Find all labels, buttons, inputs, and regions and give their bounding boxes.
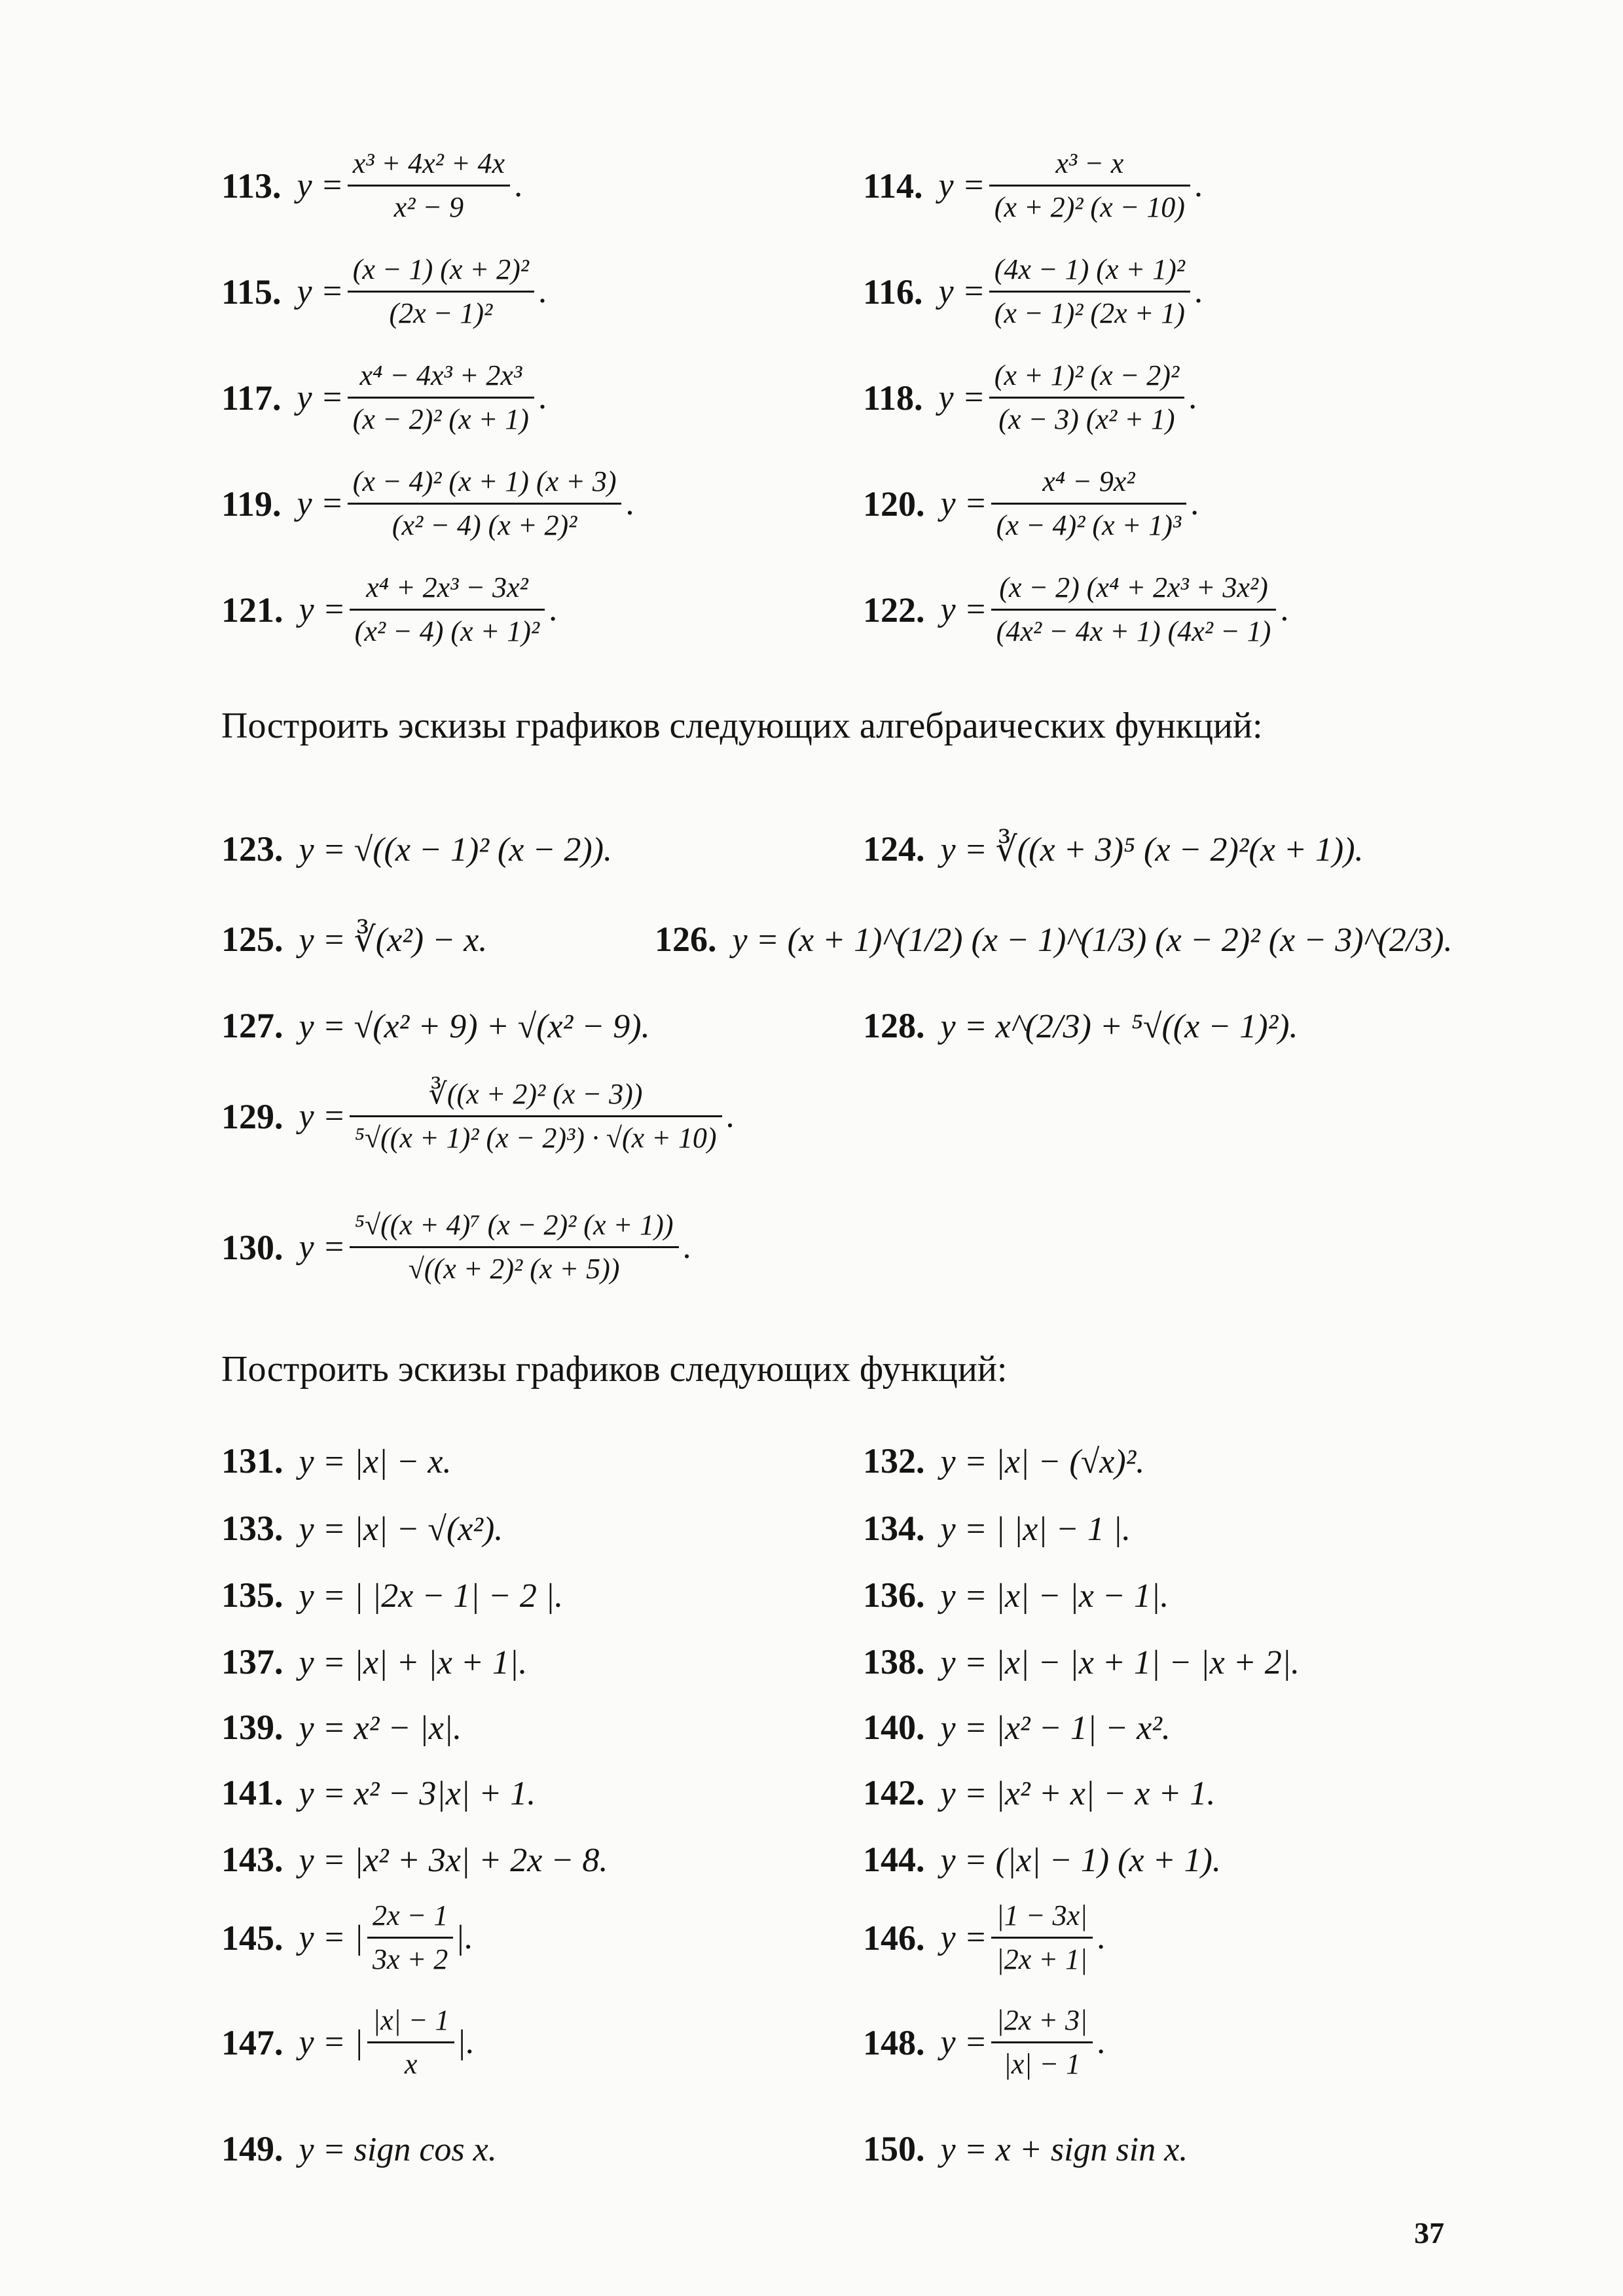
numerator: |2x + 3| — [996, 2004, 1088, 2036]
problem-number: 117. — [221, 378, 282, 418]
denominator: (x − 3) (x² + 1) — [998, 403, 1175, 435]
section-heading-algebraic: Построить эскизы графиков следующих алгебраических функций: — [221, 706, 1263, 746]
problem-125 — [221, 922, 487, 958]
fraction — [991, 573, 1277, 646]
problem-number: 118. — [863, 378, 923, 418]
lhs: y = | — [299, 1918, 363, 1956]
problem-number: 127. — [221, 1006, 283, 1045]
problem-number: 147. — [221, 2022, 283, 2062]
tail: . — [1097, 1918, 1106, 1956]
fraction — [348, 467, 622, 540]
lhs: y = — [938, 166, 985, 204]
denominator: (x − 4)² (x + 1)³ — [996, 509, 1182, 541]
problem-131 — [221, 1443, 452, 1479]
formula: y = x + sign sin x. — [940, 2131, 1188, 2168]
problem-number: 150. — [863, 2129, 925, 2168]
problem-number: 143. — [221, 1840, 283, 1879]
lhs: y = — [297, 166, 344, 204]
tail: . — [514, 166, 523, 204]
problem-119 — [221, 467, 634, 540]
numerator: x⁴ + 2x³ − 3x² — [366, 571, 528, 603]
denominator: ⁵√((x + 1)² (x − 2)³) · √(x + 10) — [354, 1122, 717, 1154]
denominator: (x − 2)² (x + 1) — [352, 403, 529, 435]
problem-146 — [863, 1901, 1105, 1974]
fraction — [989, 255, 1190, 328]
formula: y = x^(2/3) + ⁵√((x − 1)²). — [940, 1008, 1298, 1045]
problem-number: 140. — [863, 1708, 925, 1747]
lhs: y = — [299, 590, 346, 628]
lhs: y = — [940, 590, 987, 628]
problem-number: 136. — [863, 1575, 925, 1615]
fraction — [991, 2006, 1093, 2079]
tail: . — [1194, 166, 1203, 204]
problem-number: 138. — [863, 1642, 925, 1681]
fraction — [350, 1080, 722, 1153]
problem-122 — [863, 573, 1288, 646]
tail: . — [1188, 378, 1197, 416]
denominator: x — [404, 2048, 418, 2080]
problem-134 — [863, 1511, 1131, 1547]
problem-141 — [221, 1775, 536, 1811]
numerator: x⁴ − 4x³ + 2x³ — [359, 359, 522, 391]
problem-117 — [221, 361, 547, 434]
problem-number: 142. — [863, 1773, 925, 1812]
problem-116 — [863, 255, 1203, 328]
fraction — [350, 573, 545, 646]
problem-number: 121. — [221, 590, 283, 630]
numerator: (x − 2) (x⁴ + 2x³ + 3x²) — [999, 571, 1268, 603]
problem-138 — [863, 1644, 1300, 1680]
problem-number: 129. — [221, 1096, 283, 1136]
problem-147 — [221, 2006, 474, 2079]
problem-number: 132. — [863, 1441, 925, 1480]
problem-135 — [221, 1577, 563, 1613]
problem-number: 113. — [221, 166, 282, 206]
denominator: |x| − 1 — [1003, 2048, 1081, 2080]
formula: y = |x² − 1| − x². — [940, 1710, 1171, 1747]
problem-132 — [863, 1443, 1144, 1479]
fraction — [367, 1901, 453, 1974]
problem-145 — [221, 1901, 473, 1974]
denominator: (x − 1)² (2x + 1) — [994, 297, 1185, 329]
problem-113 — [221, 149, 522, 222]
problem-number: 145. — [221, 1918, 283, 1958]
formula: y = |x² + x| − x + 1. — [940, 1775, 1216, 1812]
fraction — [991, 1901, 1093, 1974]
numerator: 2x − 1 — [372, 1899, 448, 1931]
problem-137 — [221, 1644, 527, 1680]
tail: |. — [458, 2023, 474, 2061]
problem-127 — [221, 1008, 650, 1044]
problem-number: 119. — [221, 484, 282, 524]
problem-number: 133. — [221, 1509, 283, 1548]
formula: y = (x + 1)^(1/2) (x − 1)^(1/3) (x − 2)² (x − 3)^(2/3). — [732, 922, 1453, 959]
formula: y = √((x − 1)² (x − 2)). — [299, 831, 613, 869]
fraction — [348, 149, 510, 222]
fraction — [367, 2006, 454, 2079]
tail: . — [1280, 590, 1289, 628]
numerator: x³ − x — [1055, 147, 1124, 179]
problem-number: 134. — [863, 1509, 925, 1548]
problem-number: 128. — [863, 1006, 925, 1045]
denominator: (x² − 4) (x + 2)² — [392, 509, 577, 541]
formula: y = ∛((x + 3)⁵ (x − 2)²(x + 1)). — [940, 831, 1364, 869]
fraction — [991, 467, 1186, 540]
denominator: (2x − 1)² — [389, 297, 493, 329]
problem-number: 131. — [221, 1441, 283, 1480]
problem-120 — [863, 467, 1199, 540]
tail: . — [725, 1097, 735, 1135]
tail: . — [549, 590, 558, 628]
formula: y = |x| − (√x)². — [940, 1443, 1145, 1480]
tail: . — [538, 272, 547, 310]
problem-number: 125. — [221, 920, 283, 959]
problem-149 — [221, 2131, 497, 2167]
problem-number: 122. — [863, 590, 925, 630]
section-heading-functions: Построить эскизы графиков следующих функций: — [221, 1349, 1008, 1390]
problem-123 — [221, 831, 612, 867]
formula: y = | |2x − 1| − 2 |. — [299, 1577, 564, 1615]
numerator: (x − 4)² (x + 1) (x + 3) — [352, 465, 617, 497]
formula: y = | |x| − 1 |. — [940, 1511, 1131, 1548]
problem-118 — [863, 361, 1197, 434]
lhs: y = — [940, 1918, 987, 1956]
numerator: |1 − 3x| — [996, 1899, 1088, 1931]
tail: . — [682, 1228, 691, 1266]
problem-150 — [863, 2131, 1188, 2167]
tail: . — [625, 484, 634, 522]
problem-143 — [221, 1842, 608, 1878]
tail: |. — [457, 1918, 473, 1956]
problem-129 — [221, 1080, 735, 1153]
tail: . — [538, 378, 547, 416]
formula: y = (|x| − 1) (x + 1). — [940, 1842, 1221, 1879]
problem-number: 144. — [863, 1840, 925, 1879]
lhs: y = — [938, 378, 985, 416]
lhs: y = | — [299, 2023, 363, 2061]
formula: y = x² − |x|. — [299, 1710, 462, 1747]
numerator: (4x − 1) (x + 1)² — [994, 253, 1185, 285]
lhs: y = — [940, 484, 987, 522]
problem-number: 120. — [863, 484, 925, 524]
problem-139 — [221, 1710, 462, 1746]
formula: y = |x| − √(x²). — [299, 1511, 503, 1548]
lhs: y = — [297, 378, 344, 416]
problem-number: 141. — [221, 1773, 283, 1812]
formula: y = |x| − x. — [299, 1443, 452, 1480]
problem-number: 130. — [221, 1227, 283, 1267]
problem-number: 137. — [221, 1642, 283, 1681]
tail: . — [1194, 272, 1203, 310]
denominator: (x + 2)² (x − 10) — [994, 191, 1185, 223]
problem-126 — [655, 922, 1453, 958]
lhs: y = — [297, 484, 344, 522]
problem-number: 115. — [221, 272, 282, 312]
problem-133 — [221, 1511, 503, 1547]
formula: y = x² − 3|x| + 1. — [299, 1775, 536, 1812]
formula: y = ∛(x²) − x. — [299, 922, 488, 959]
denominator: (4x² − 4x + 1) (4x² − 1) — [996, 615, 1271, 647]
problem-number: 146. — [863, 1918, 925, 1958]
problem-140 — [863, 1710, 1171, 1746]
fraction — [348, 361, 534, 434]
problem-number: 135. — [221, 1575, 283, 1615]
problem-130 — [221, 1211, 691, 1283]
problem-number: 114. — [863, 166, 923, 206]
formula: y = sign cos x. — [299, 2131, 497, 2168]
numerator: ⁵√((x + 4)⁷ (x − 2)² (x + 1)) — [354, 1209, 674, 1241]
formula: y = √(x² + 9) + √(x² − 9). — [299, 1008, 650, 1045]
problem-number: 148. — [863, 2022, 925, 2062]
formula: y = |x| − |x + 1| − |x + 2|. — [940, 1644, 1300, 1681]
lhs: y = — [938, 272, 985, 310]
problem-number: 139. — [221, 1708, 283, 1747]
fraction — [348, 255, 534, 328]
problem-number: 149. — [221, 2129, 283, 2168]
numerator: x⁴ − 9x² — [1042, 465, 1135, 497]
numerator: x³ + 4x² + 4x — [352, 147, 505, 179]
numerator: (x + 1)² (x − 2)² — [994, 359, 1180, 391]
numerator: ∛((x + 2)² (x − 3)) — [428, 1078, 643, 1110]
denominator: (x² − 4) (x + 1)² — [354, 615, 540, 647]
problem-number: 124. — [863, 829, 925, 869]
tail: . — [1190, 484, 1199, 522]
problem-114 — [863, 149, 1203, 222]
lhs: y = — [297, 272, 344, 310]
lhs: y = — [299, 1228, 346, 1266]
problem-142 — [863, 1775, 1215, 1811]
problem-number: 116. — [863, 272, 923, 312]
numerator: |x| − 1 — [372, 2004, 450, 2036]
lhs: y = — [299, 1097, 346, 1135]
denominator: |2x + 1| — [996, 1943, 1088, 1975]
problem-144 — [863, 1842, 1221, 1878]
formula: y = |x² + 3x| + 2x − 8. — [299, 1842, 608, 1879]
problem-number: 126. — [655, 920, 717, 959]
formula: y = |x| + |x + 1|. — [299, 1644, 528, 1681]
problem-115 — [221, 255, 547, 328]
problem-124 — [863, 831, 1364, 867]
fraction — [989, 149, 1190, 222]
problem-136 — [863, 1577, 1169, 1613]
tail: . — [1097, 2023, 1106, 2061]
problem-121 — [221, 573, 557, 646]
problem-148 — [863, 2006, 1105, 2079]
formula: y = |x| − |x − 1|. — [940, 1577, 1169, 1615]
lhs: y = — [940, 2023, 987, 2061]
problem-128 — [863, 1008, 1298, 1044]
problem-number: 123. — [221, 829, 283, 869]
page-number: 37 — [1414, 2216, 1444, 2250]
denominator: 3x + 2 — [372, 1943, 448, 1975]
denominator: √((x + 2)² (x + 5)) — [408, 1253, 620, 1285]
numerator: (x − 1) (x + 2)² — [352, 253, 529, 285]
fraction — [350, 1211, 679, 1283]
fraction — [989, 361, 1184, 434]
denominator: x² − 9 — [393, 191, 464, 223]
